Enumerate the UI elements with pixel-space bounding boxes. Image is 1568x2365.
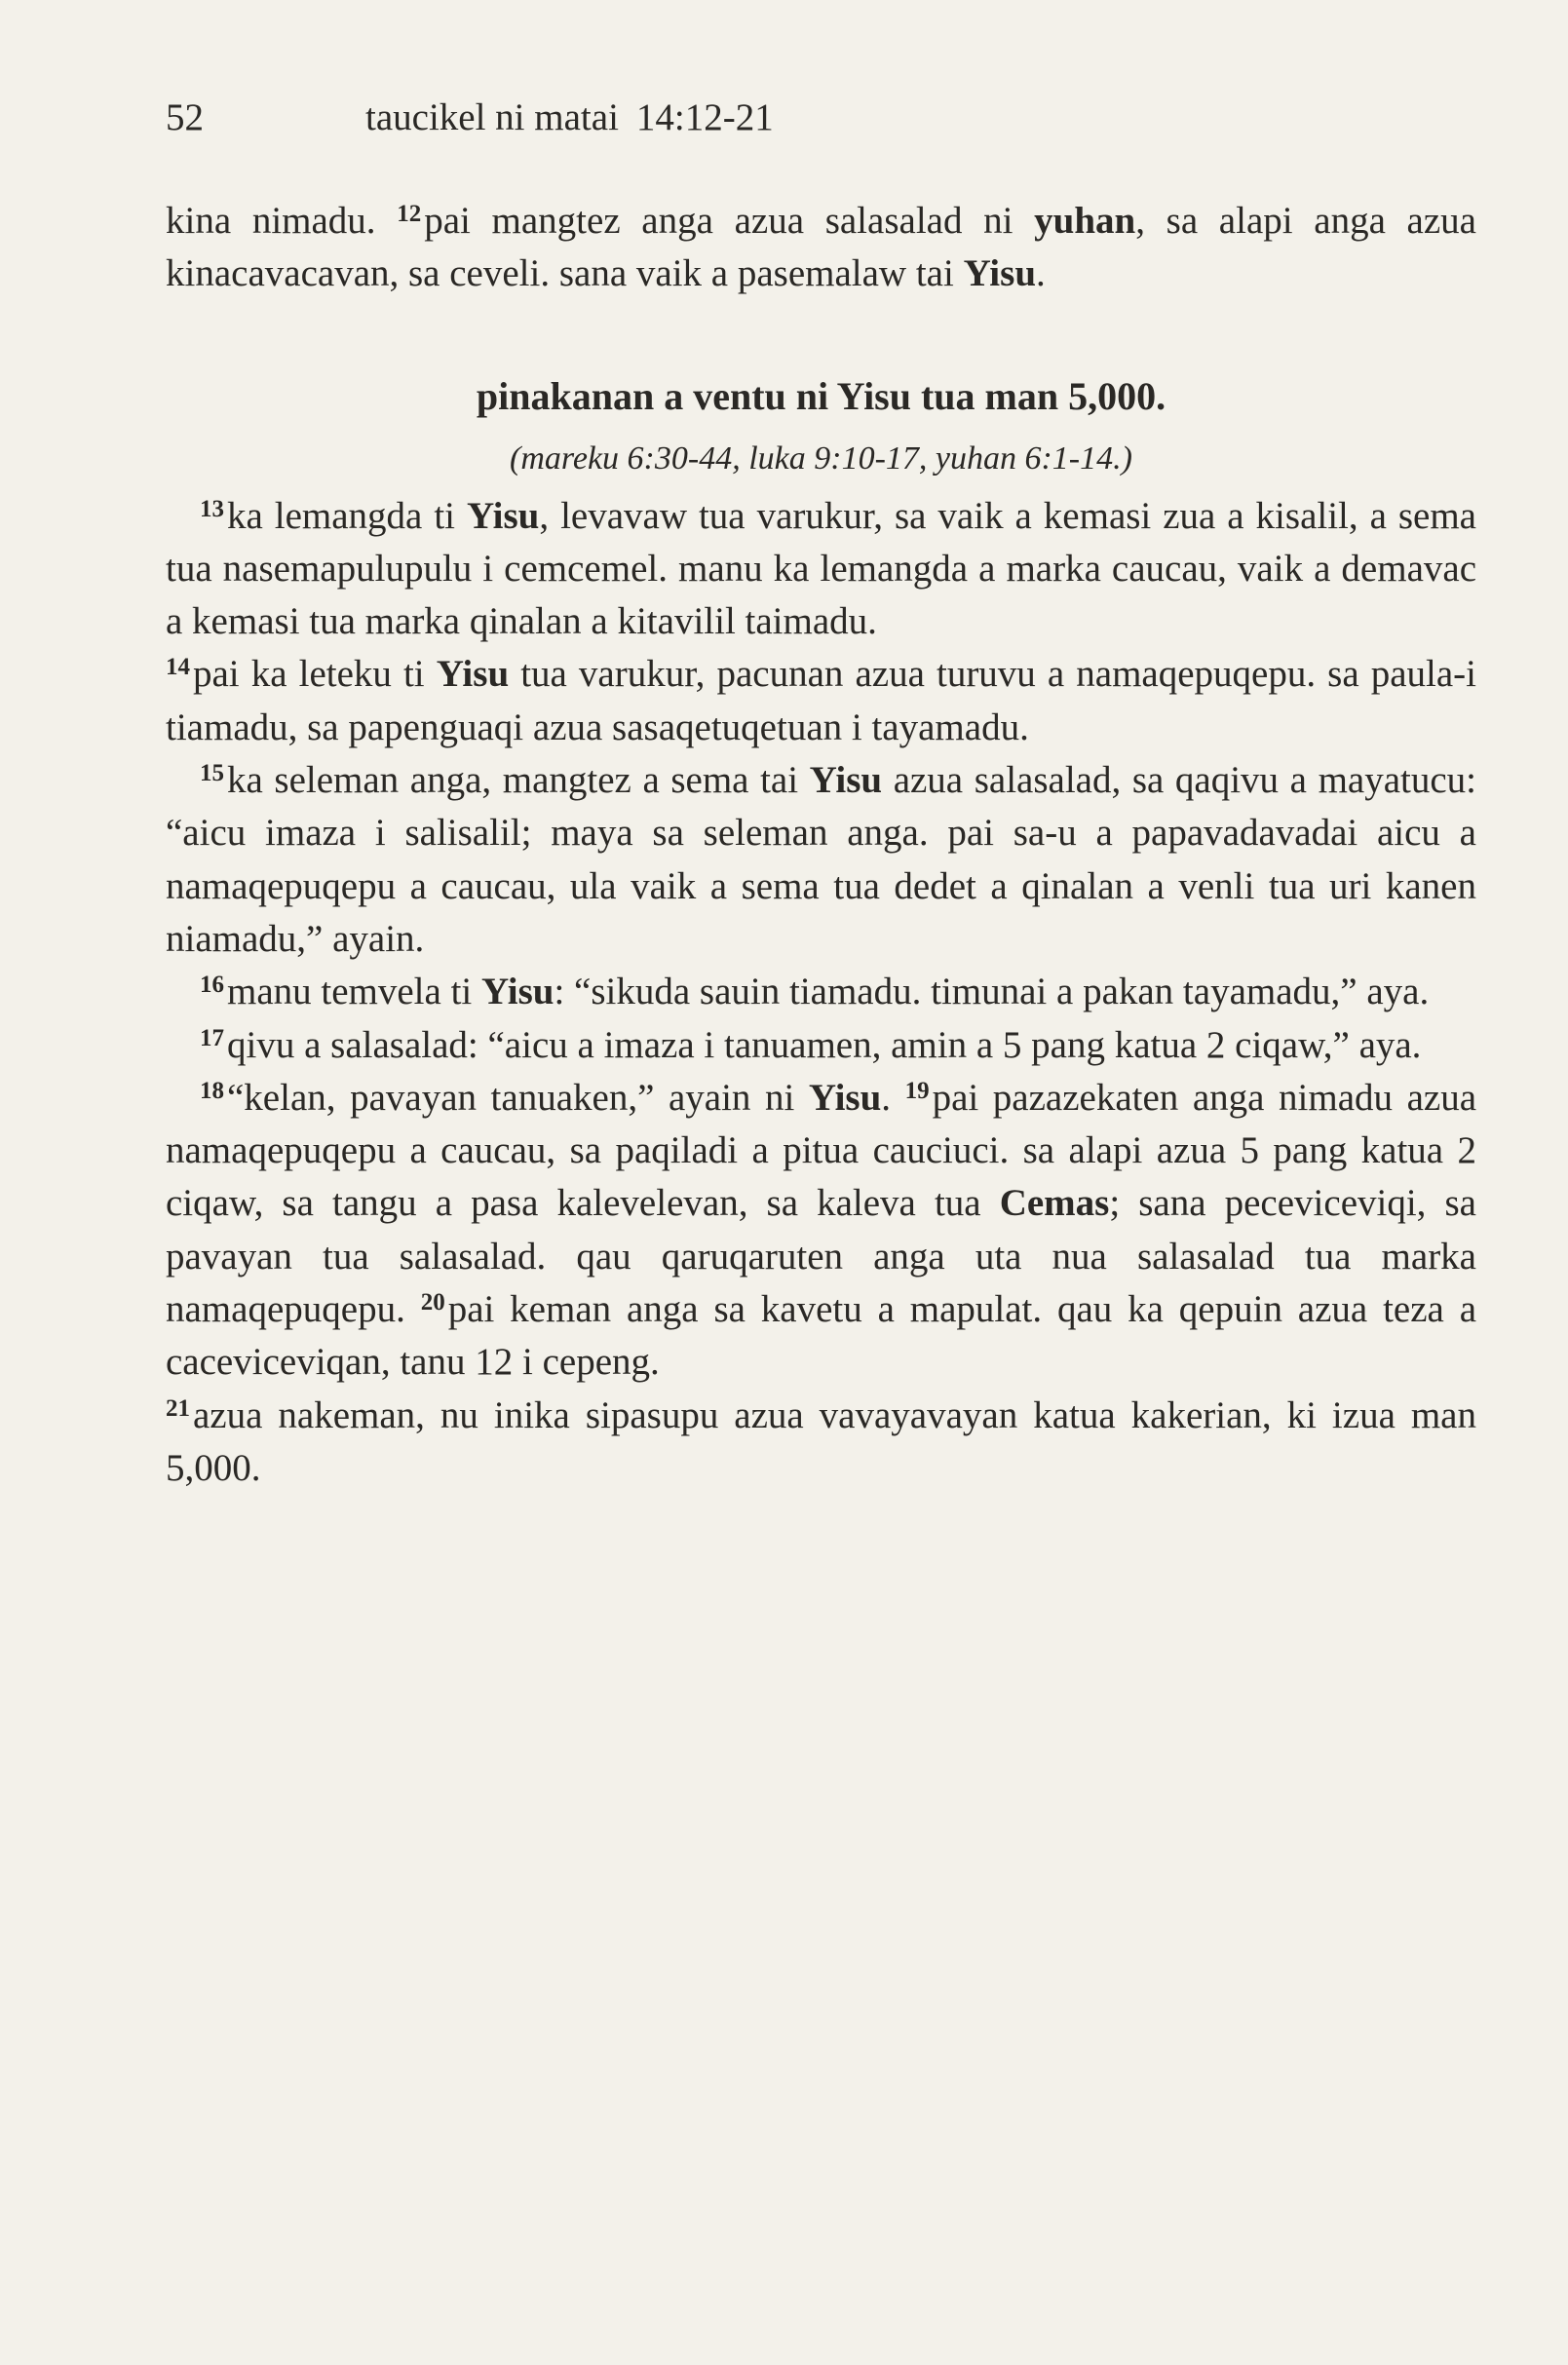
- proper-name: Cemas: [999, 1182, 1110, 1225]
- chapter-verse-range: 14:12-21: [635, 96, 774, 138]
- paragraph-verse-15: $^{15}$ka seleman anga, mangtez a sema tai Yisu azua salasalad, sa qaqivu a mayatucu: “aicu imaza i salisalil; maya sa seleman anga. pai sa-u a papavadavadai aicu a namaqepuqepu a caucau, ula vaik a sema tua dedet a qinalan a venli tua uri kanen niamadu,” ayain.: [166, 759, 1477, 960]
- verse-number: 17: [200, 1024, 224, 1051]
- verse-number: 16: [200, 972, 224, 999]
- verse-number: 12: [397, 201, 422, 227]
- book-title: taucikel ni matai: [365, 96, 619, 138]
- verse-number: 13: [200, 495, 224, 522]
- proper-name: yuhan: [1034, 200, 1136, 242]
- proper-name: Yisu: [963, 252, 1037, 295]
- paragraph-verse-17: $^{17}$qivu a salasalad: “aicu a imaza i tanuamen, amin a 5 pang katua 2 ciqaw,” aya.: [200, 1023, 1422, 1066]
- paragraph-verse-13: $^{13}$ka lemangda ti Yisu, levavaw tua varukur, sa vaik a kemasi zua a kisalil, a sema tua nasemapulupulu i cemcemel. manu ka lemangda a marka caucau, vaik a demavac a kemasi tua marka qinalan a kitavilil taimadu. $^{14}$pai ka leteku ti Yisu tua varukur, pacunan azua turuvu a namaqepuqepu. sa paula-i tiamadu, sa papenguaqi azua sasaqetuqetuan i tayamadu.: [166, 494, 1477, 748]
- paragraph-verse-16: $^{16}$manu temvela ti Yisu: “sikuda sauin tiamadu. timunai a pakan tayamadu,” aya.: [200, 971, 1430, 1013]
- body-text: [166, 195, 1476, 1495]
- verse-number: 21: [166, 1394, 190, 1422]
- verse-number: 20: [420, 1289, 445, 1316]
- proper-name: Yisu: [436, 653, 510, 696]
- page-number: 52: [166, 96, 204, 138]
- proper-name: Yisu: [481, 971, 555, 1013]
- verse-number: 19: [904, 1077, 930, 1104]
- proper-name: Yisu: [808, 1076, 882, 1119]
- proper-name: Yisu: [809, 759, 883, 802]
- show-through-text: [146, 1988, 1442, 2039]
- verse-number: 15: [200, 760, 224, 787]
- paragraph-intro: kina nimadu. $^{12}$pai mangtez anga azua salasalad ni yuhan, sa alapi anga azua kinacavacavan, sa ceveli. sana vaik a pasemalaw tai Yisu.: [166, 200, 1476, 295]
- paragraph-verse-18: $^{18}$“kelan, pavayan tanuaken,” ayain ni Yisu. $^{19}$pai pazazekaten anga nimadu azua namaqepuqepu a caucau, sa paqiladi a pitua cauciuci. sa alapi azua 5 pang katua 2 ciqaw, sa tangu a pasa kalevelevan, sa kaleva tua Cemas; sana peceviceviqi, sa pavayan tua salasalad. qau qaruqaruten anga uta nua salasalad tua marka namaqepuqepu. $^{20}$pai keman anga sa kavetu a mapulat. qau ka qepuin azua teza a caceviceviqan, tanu 12 i cepeng. $^{21}$azua nakeman, nu inika sipasupu azua vavayavayan katua kakerian, ki izua man 5,000.: [166, 1076, 1477, 1489]
- verse-number: 18: [200, 1077, 224, 1104]
- verse-number: 14: [166, 654, 190, 681]
- proper-name: Yisu: [466, 494, 540, 537]
- cross-reference: (mareku 6:30-44, luka 9:10-17, yuhan 6:1-14.): [510, 439, 1132, 477]
- section-heading: pinakanan a ventu ni Yisu tua man 5,000.: [476, 373, 1166, 418]
- running-head: [166, 94, 1441, 142]
